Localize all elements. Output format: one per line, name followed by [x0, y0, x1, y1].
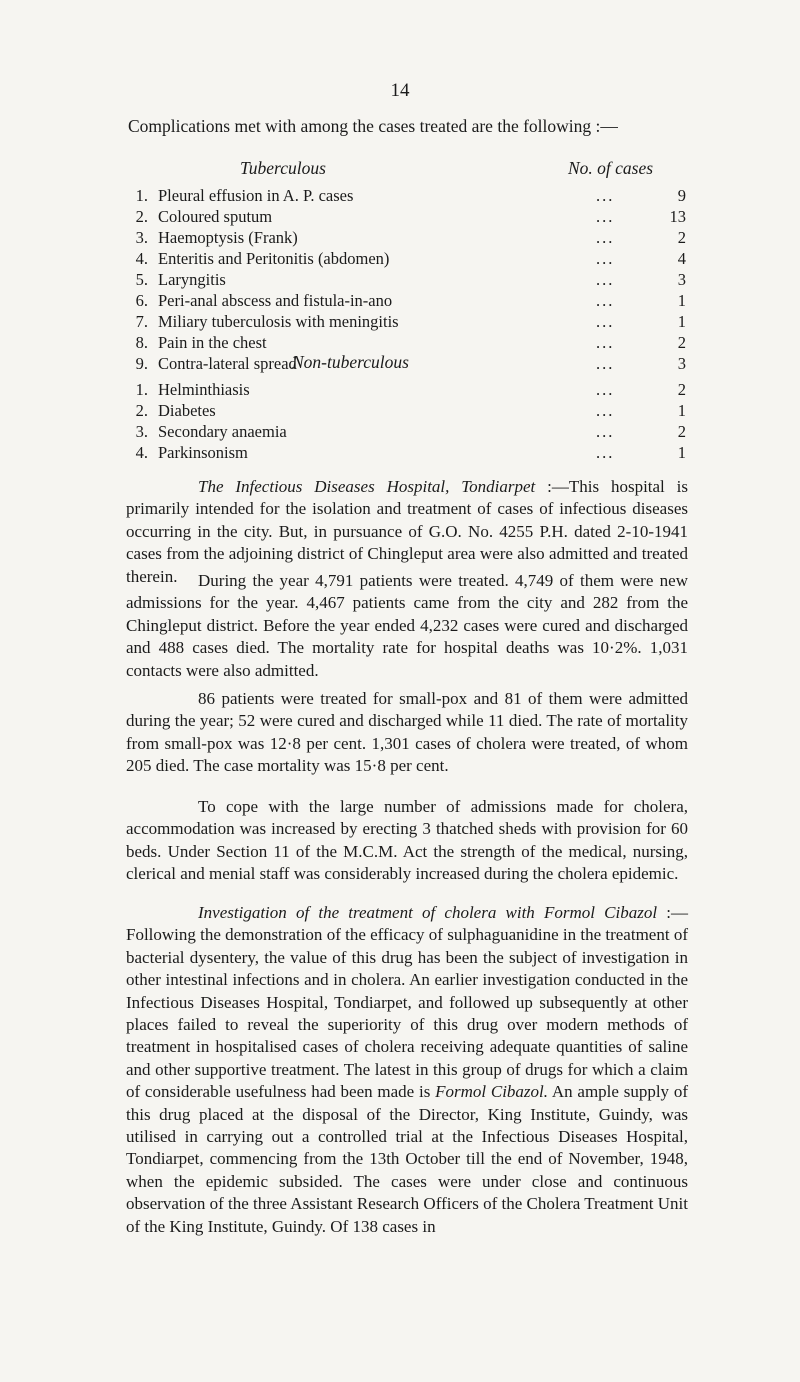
leader-dots: ... — [596, 443, 615, 462]
item-label: Enteritis and Peritonitis (abdomen) — [158, 249, 390, 268]
tuberculous-list — [126, 186, 686, 375]
leader-dots: ... — [596, 291, 615, 310]
list-item — [126, 207, 686, 228]
leader-dots: ... — [596, 228, 615, 247]
item-label: Miliary tuberculosis with meningitis — [158, 312, 399, 331]
leader-dots: ... — [596, 186, 615, 205]
page-number: 14 — [390, 80, 410, 101]
item-number: 9. — [135, 354, 148, 373]
tuberculous-heading: Tuberculous — [240, 158, 326, 178]
list-item — [126, 228, 686, 249]
accommodation-paragraph: To cope with the large number of admissions made for cholera, accommodation was increased by erecting 3 thatched sheds with provision for 60 beds. Under Section 11 of the M.C.M. Act the strength of the medical, nursing, clerical and menial staff was considerably increased during the cholera epidemic. — [126, 797, 688, 884]
leader-dots: ... — [596, 270, 615, 289]
leader-dots: ... — [596, 422, 615, 441]
item-number: 7. — [135, 312, 148, 331]
list-item — [126, 291, 686, 312]
investigation-paragraph — [126, 902, 688, 1238]
hospital-heading: The Infectious Diseases Hospital, Tondiarpet — [198, 477, 536, 496]
list-item — [126, 443, 686, 464]
item-count: 2 — [677, 422, 686, 441]
list-item — [126, 249, 686, 270]
item-number: 4. — [135, 443, 148, 462]
item-label: Coloured sputum — [158, 207, 273, 226]
item-number: 1. — [135, 186, 148, 205]
investigation-heading: Investigation of the treatment of cholera with Formol Cibazol — [198, 903, 658, 922]
investigation-text: :—Following the demonstration of the efficacy of sulphaguanidine in the treatment of bacterial dysentery, the value of this drug has been the subject of investigation in other intestinal infections and in cholera. An earlier investigation conducted in the Infectious Diseases Hospital, Tondiarpet, and followed up subsequently at other places failed to reveal the superiority of this drug over modern methods of treatment in hospitalised cases of cholera receiving adequate quantities of saline and other supportive treatment. The latest in this group of drugs for which a claim of considerable usefulness had been made is — [126, 903, 688, 1102]
item-number: 5. — [135, 270, 148, 289]
leader-dots: ... — [596, 207, 615, 226]
item-number: 1. — [135, 380, 148, 399]
item-count: 1 — [677, 443, 686, 462]
list-item — [126, 401, 686, 422]
item-label: Contra-lateral spread — [158, 354, 297, 373]
item-number: 6. — [135, 291, 148, 310]
item-count: 9 — [677, 186, 686, 205]
item-count: 1 — [677, 291, 686, 310]
list-item — [126, 186, 686, 207]
smallpox-cholera-paragraph: 86 patients were treated for small-pox and 81 of them were admitted during the year; 52 were cured and discharged while 11 died. The rate of mortality from small-pox was 12·8 per cent. 1,301 cases of cholera were treated, of whom 205 died. The case mortality was 15·8 per cent. — [126, 689, 688, 776]
item-count: 3 — [677, 270, 686, 289]
leader-dots: ... — [596, 354, 615, 373]
item-label: Diabetes — [158, 401, 216, 420]
count-column-heading: No. of cases — [568, 158, 654, 178]
item-count: 4 — [677, 249, 686, 268]
leader-dots: ... — [596, 380, 615, 399]
item-count: 13 — [669, 207, 686, 226]
item-number: 3. — [135, 228, 148, 247]
item-label: Pain in the chest — [158, 333, 267, 352]
item-count: 2 — [677, 380, 686, 399]
drug-name: Formol Cibazol. — [435, 1082, 549, 1102]
leader-dots: ... — [596, 249, 615, 268]
item-number: 2. — [135, 207, 148, 226]
non-tuberculous-list — [126, 380, 686, 464]
item-count: 3 — [677, 354, 686, 373]
item-label: Secondary anaemia — [158, 422, 287, 441]
leader-dots: ... — [596, 401, 615, 420]
item-label: Peri-anal abscess and fistula-in-ano — [158, 291, 393, 310]
list-item — [126, 422, 686, 443]
hospital-text: :—This hospital is primarily intended for the isolation and treatment of cases of infectious diseases occurring in the city. But, in pursuance of G.O. No. 4255 P.H. dated 2-10-1941 cases from the adjoining district of Chingleput area were also admitted and treated therein. — [126, 477, 688, 586]
non-tuberculous-heading: Non-tuberculous — [292, 352, 409, 372]
item-number: 3. — [135, 422, 148, 441]
list-item — [126, 312, 686, 333]
list-item — [126, 270, 686, 291]
admissions-paragraph: During the year 4,791 patients were treated. 4,749 of them were new admissions for the year. 4,467 patients came from the city and 282 from the Chingleput district. Before the year ended 4,232 cases were cured and discharged and 488 cases died. The mortality rate for hospital deaths was 10·2%. 1,031 contacts were also admitted. — [126, 571, 688, 680]
item-number: 8. — [135, 333, 148, 352]
item-number: 4. — [135, 249, 148, 268]
leader-dots: ... — [596, 312, 615, 331]
item-label: Parkinsonism — [158, 443, 248, 462]
item-count: 1 — [677, 401, 686, 420]
leader-dots: ... — [596, 333, 615, 352]
item-label: Laryngitis — [158, 270, 226, 289]
intro-line: Complications met with among the cases treated are the following :— — [128, 116, 618, 136]
item-label: Pleural effusion in A. P. cases — [158, 186, 354, 205]
item-count: 2 — [677, 228, 686, 247]
list-item — [126, 333, 686, 354]
item-label: Helminthiasis — [158, 380, 250, 399]
list-item — [126, 380, 686, 401]
item-number: 2. — [135, 401, 148, 420]
item-count: 1 — [677, 312, 686, 331]
investigation-text-continued: An ample supply of this drug placed at the disposal of the Director, King Institute, Guindy, was utilised in carrying out a controlled trial at the Infectious Diseases Hospital, Tondiarpet, commencing from the 13th October till the end of November, 1948, when the epidemic subsided. The cases were under close and continuous observation of the three Assistant Research Officers of the Cholera Treatment Unit of the King Institute, Guindy. Of 138 cases in — [126, 1082, 688, 1236]
item-count: 2 — [677, 333, 686, 352]
item-label: Haemoptysis (Frank) — [158, 228, 298, 247]
